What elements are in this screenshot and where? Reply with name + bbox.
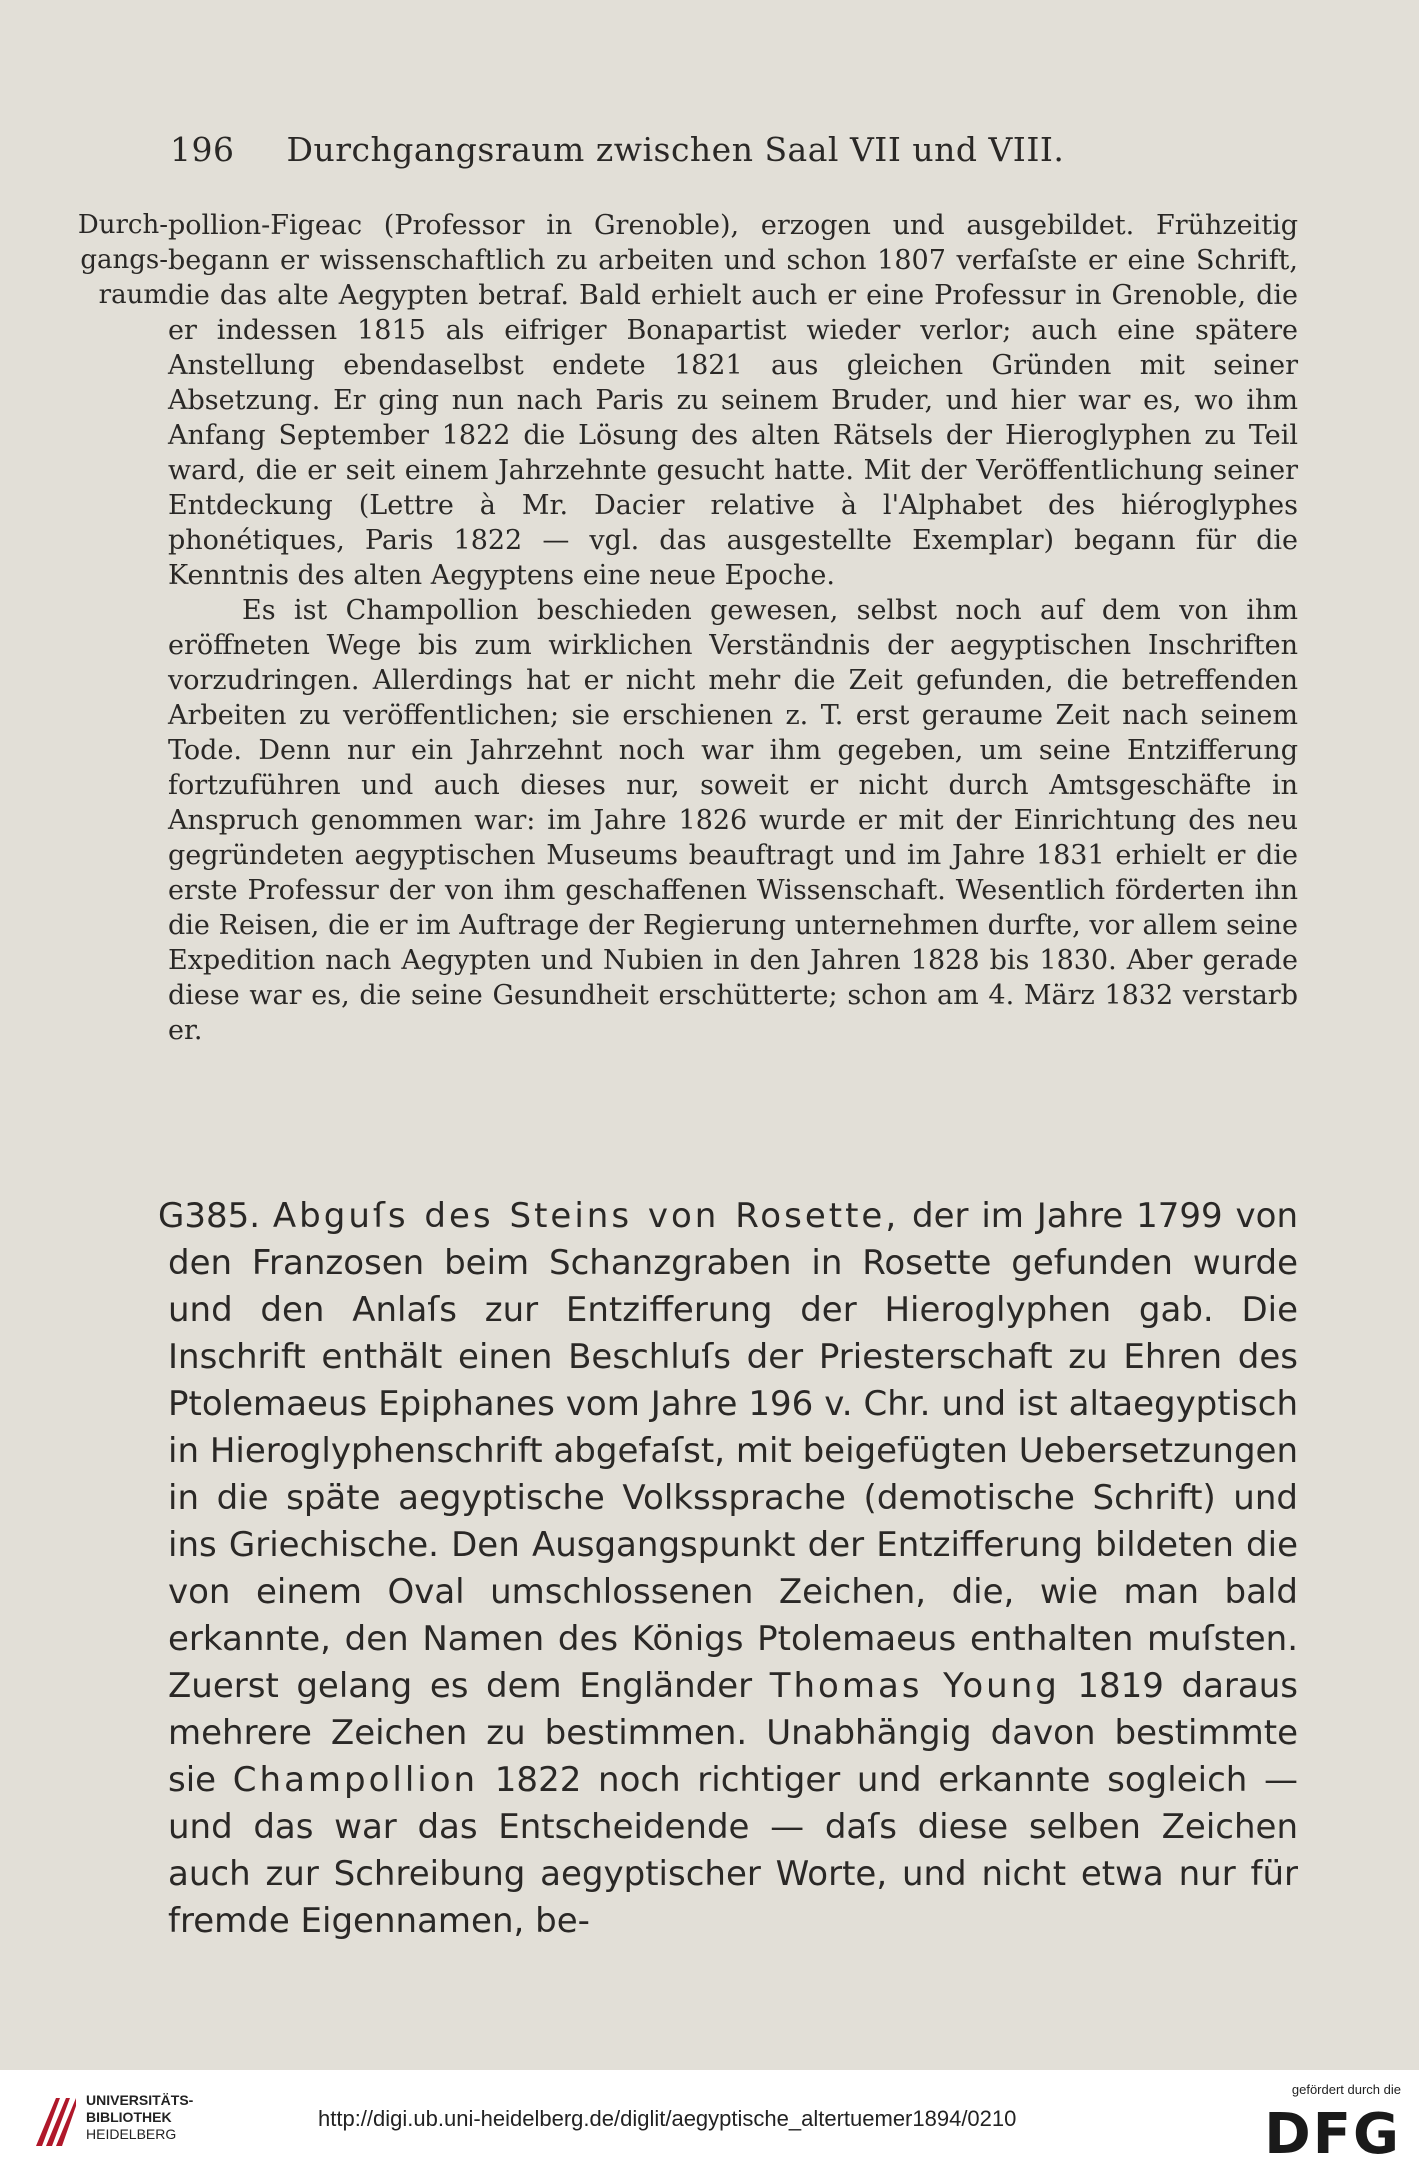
entry-name-young: Thomas Young [769,1666,1060,1706]
margin-note [48,208,168,313]
source-url-link[interactable]: http://digi.ub.uni-heidelberg.de/diglit/aegyptische_altertuemer1894/0210 [318,2106,1017,2131]
margin-note-line: raum [98,280,168,310]
running-header [170,130,1064,169]
entry-title: Abguſs des Steins von Rosette, [272,1196,900,1236]
running-title: Durchgangsraum zwischen Saal VII und VIII. [286,130,1065,169]
library-name: UNIVERSITÄTS- BIBLIOTHEK HEIDELBERG [86,2092,194,2142]
body-text-small [168,208,1298,1048]
catalog-entry [158,1193,1299,1945]
funder-label: gefördert durch die [1291,2082,1401,2097]
entry-text: der im Jahre 1799 von den Franzosen beim Schanzgraben in Rosette gefunden wurde und den Anlaſs zur Entzifferung der Hieroglyphen gab. Die Inschrift enthält einen Beschluſs der Priesterschaft zu Ehren des Ptolemaeus Epiphanes vom Jahre 196 v. Chr. und ist altaegyptisch in Hieroglyphenschrift abgefaſst, mit beigefügten Uebersetzungen in die späte aegyptische Volkssprache (demotische Schrift) und ins Griechische. Den Ausgangspunkt der Entzifferung bildeten die von einem Oval umschlossenen Zeichen, die, wie man bald erkannte, den Namen des Königs Ptolemaeus enthalten muſsten. Zuerst gelang es dem Engländer [168,1196,1299,1706]
page-number: 196 [170,130,235,169]
margin-note-line: Durch- [77,210,168,240]
entry-text: 1819 daraus mehrere Zeichen zu bestimmen. Unabhängig davon bestimmte sie [168,1666,1298,1800]
entry-number: G385. [158,1196,261,1236]
library-logo-icon [32,2090,78,2150]
margin-note-line: gangs- [80,245,168,275]
entry-name-champollion: Champollion [232,1760,479,1800]
paragraph-2: Es ist Champollion beschieden gewesen, selbst noch auf dem von ihm eröffneten Wege bis zum wirklichen Verständnis der aegyptischen Inschriften vorzudringen. Allerdings hat er nicht mehr die Zeit gefunden, die betreffenden Arbeiten zu veröffentlichen; sie erschienen z. T. erst geraume Zeit nach seinem Tode. Denn nur ein Jahrzehnt noch war ihm gegeben, um seine Entzifferung fortzuführen und auch dieses nur, soweit er nicht durch Amtsgeschäfte in Anspruch genommen war: im Jahre 1826 wurde er mit der Einrichtung des neu gegründeten aegyptischen Museums beauftragt und im Jahre 1831 erhielt er die erste Professur der von ihm geschaffenen Wissenschaft. Wesentlich förderten ihn die Reisen, die er im Auftrage der Regierung unternehmen durfte, vor allem seine Expedition nach Aegypten und Nubien in den Jahren 1828 bis 1830. Aber gerade diese war es, die seine Gesundheit erschütterte; schon am 4. März 1832 verstarb er. [168,595,1298,1046]
digitization-footer [0,2070,1419,2176]
entry-text: 1822 noch richtiger und erkannte sogleich — und das war das Entscheidende — daſs diese selben Zeichen auch zur Schreibung aegyptischer Worte, und nicht etwa nur für fremde Eigennamen, be- [168,1760,1298,1941]
paragraph-1: pollion-Figeac (Professor in Grenoble), erzogen und ausgebildet. Frühzeitig begann er wissenschaftlich zu arbeiten und schon 1807 verfaſste er eine Schrift, die das alte Aegypten betraf. Bald erhielt auch er eine Professur in Grenoble, die er indessen 1815 als eifriger Bonapartist wieder verlor; auch eine spätere Anstellung ebendaselbst endete 1821 aus gleichen Gründen mit seiner Absetzung. Er ging nun nach Paris zu seinem Bruder, und hier war es, wo ihm Anfang September 1822 die Lösung des alten Rätsels der Hieroglyphen zu Teil ward, die er seit einem Jahrzehnte gesucht hatte. Mit der Veröffentlichung seiner Entdeckung (Lettre à Mr. Dacier relative à l'Alphabet des hiéroglyphes phonétiques, Paris 1822 — vgl. das ausgestellte Exemplar) begann für die Kenntnis des alten Aegyptens eine neue Epoche. [168,210,1298,591]
dfg-logo: DFG [1264,2102,1401,2167]
